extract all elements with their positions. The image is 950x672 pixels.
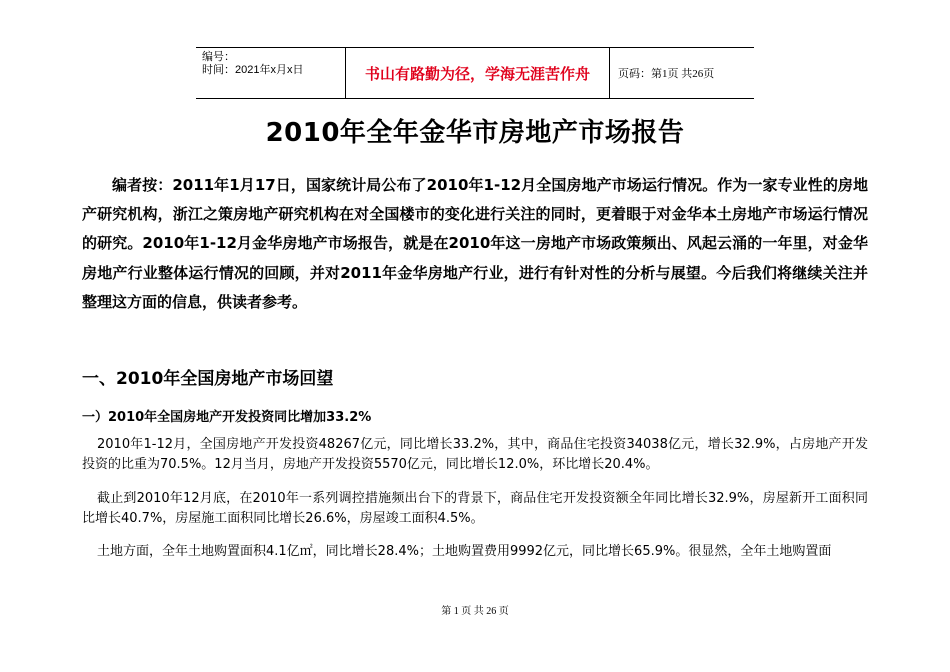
paragraph: 土地方面，全年土地购置面积4.1亿㎡，同比增长28.4%；土地购置费用9992亿元，同比增长65.9%。很显然，全年土地购置面 xyxy=(97,544,832,559)
time-label: 时间：2021年x月x日 xyxy=(202,64,304,76)
page-footer: 第 1 页 共 26 页 xyxy=(441,606,509,617)
document-title: 2010年全年金华市房地产市场报告 xyxy=(265,118,685,148)
header-page-cell xyxy=(610,48,754,98)
page-header xyxy=(196,47,754,99)
page-label: 页码：第1页 共26页 xyxy=(618,68,715,80)
section-heading: 一、2010年全国房地产市场回望 xyxy=(82,369,334,389)
subsection-heading: 一）2010年全国房地产开发投资同比增加33.2% xyxy=(82,410,372,425)
motto-text: 书山有路勤为径，学海无涯苦作舟 xyxy=(364,64,590,83)
number-label: 编号： xyxy=(202,51,235,63)
header-motto-cell xyxy=(346,48,610,98)
paragraph: 2010年1-12月，全国房地产开发投资48267亿元，同比增长33.2%，其中，商品住宅投资34038亿元，增长32.9%，占房地产开发投资的比重为70.5%。12月当月，房地产开发投资5570亿元，同比增长12.0%，环比增长20.4%。 xyxy=(82,437,868,472)
paragraph: 截止到2010年12月底，在2010年一系列调控措施频出台下的背景下，商品住宅开发投资额全年同比增长32.9%，房屋新开工面积同比增长40.7%，房屋施工面积同比增长26.6%，房屋竣工面积4.5%。 xyxy=(82,491,868,526)
header-meta xyxy=(196,48,346,98)
editor-note: 编者按：2011年1月17日，国家统计局公布了2010年1-12月全国房地产市场运行情况。作为一家专业性的房地产研究机构，浙江之策房地产研究机构在对全国楼市的变化进行关注的同时，更着眼于对金华本土房地产市场运行情况的研究。2010年1-12月金华房地产市场报告，就是在2010年这一房地产市场政策频出、风起云涌的一年里，对金华房地产行业整体运行情况的回顾，并对2011年金华房地产行业，进行有针对性的分析与展望。今后我们将继续关注并整理这方面的信息，供读者参考。 xyxy=(82,176,868,311)
